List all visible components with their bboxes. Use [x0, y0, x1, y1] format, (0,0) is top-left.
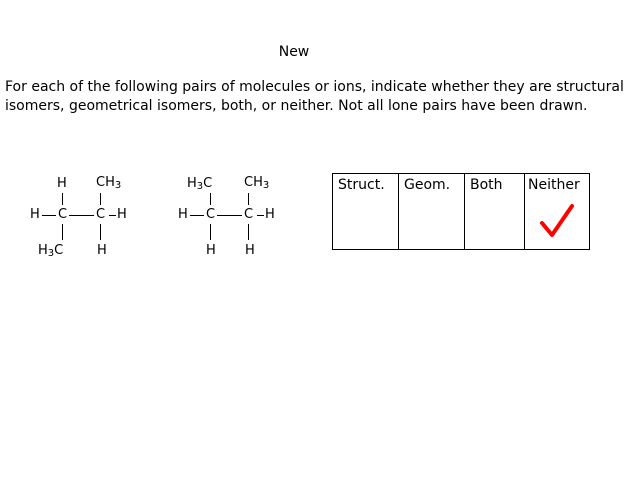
bond: [257, 215, 264, 216]
question-prompt: For each of the following pairs of molecules or ions, indicate whether they are structural isomers, geometrical isomers, both, or neither. Not all lone pairs have been drawn.: [5, 79, 624, 114]
option-label: Geom.: [404, 177, 451, 193]
page-title: New: [278, 44, 310, 60]
atom-h-left: H: [178, 207, 188, 222]
atom-c-right: C: [244, 207, 254, 222]
option-struct[interactable]: [333, 174, 399, 250]
atom-h-bottom-right: H: [245, 243, 255, 258]
atom-ch3-top: $CH_3$: [96, 175, 122, 191]
checkmark-icon: [540, 203, 574, 239]
bond: [100, 224, 101, 240]
atom-h-right: H: [117, 207, 127, 222]
bond: [69, 215, 94, 216]
option-geom[interactable]: [399, 174, 465, 250]
bond: [217, 215, 242, 216]
bond: [62, 224, 63, 240]
bond: [190, 215, 204, 216]
bond: [42, 215, 56, 216]
atom-h-left: H: [30, 207, 40, 222]
atom-c-left: C: [206, 207, 216, 222]
option-label: Struct.: [338, 177, 385, 193]
bond: [62, 193, 63, 205]
bond: [210, 224, 211, 240]
bond: [210, 193, 211, 205]
bond: [248, 224, 249, 240]
atom-h-bottom: H: [97, 243, 107, 258]
bond: [109, 215, 116, 216]
option-label: Both: [470, 177, 503, 193]
atom-c-left: C: [58, 207, 68, 222]
bond: [100, 193, 101, 205]
molecule-b: [176, 170, 296, 270]
atom-h-right: H: [265, 207, 275, 222]
atom-h3c-top: $H_3C$: [187, 176, 213, 192]
option-label: Neither: [528, 177, 580, 193]
option-both[interactable]: [465, 174, 525, 250]
atom-h-top: H: [57, 176, 67, 191]
atom-h-bottom-left: H: [206, 243, 216, 258]
bond: [248, 193, 249, 205]
atom-c-right: C: [96, 207, 106, 222]
molecule-a: [28, 170, 148, 270]
atom-ch3-top: $CH_3$: [244, 175, 270, 191]
atom-h3c-bottom: $H_3C$: [38, 243, 64, 259]
